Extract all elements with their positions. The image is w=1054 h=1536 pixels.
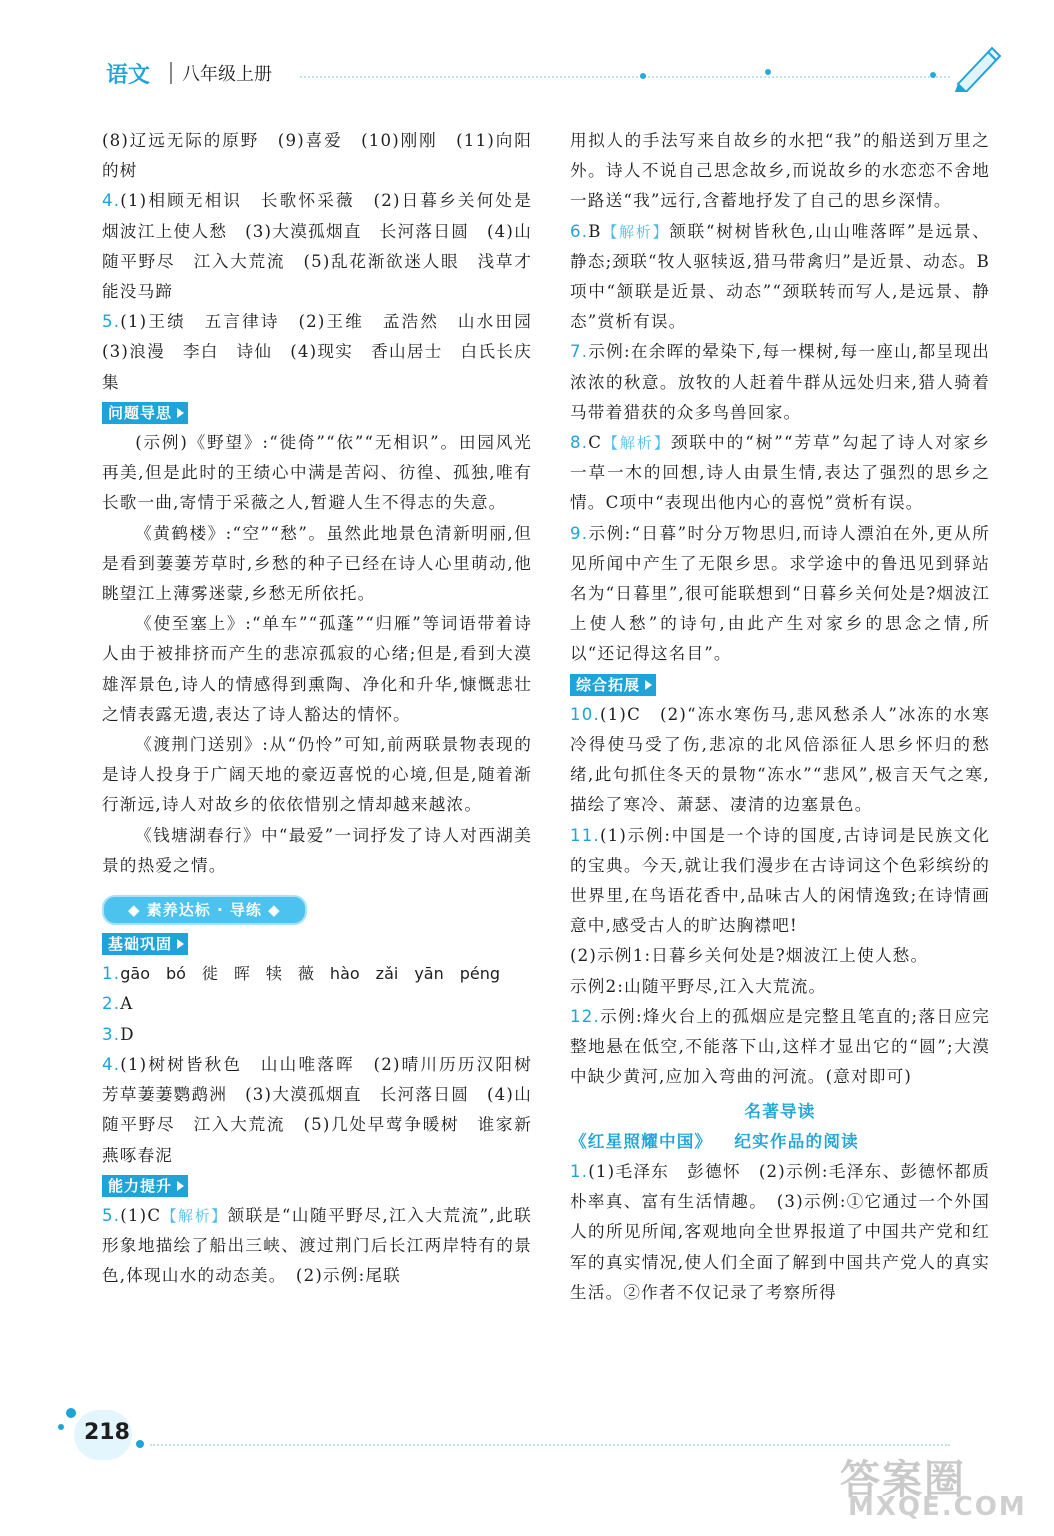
footer-dotted-line (150, 1444, 950, 1446)
paragraph: 《使至塞上》:“单车”“孤蓬”“归雁”等词语带着诗人由于被排挤而产生的悲凉孤寂的心绪;但是,看到大漠雄浑景色,诗人的情感得到熏陶、净化和升华,慷慨悲壮之情表露无遗,表达了诗人豁达的情怀。 (102, 614, 532, 724)
section-tag-zonghe: 综合拓展 (570, 674, 656, 696)
subject-title: 语文 (106, 63, 151, 88)
header-divider (170, 62, 172, 84)
header-dot (930, 72, 936, 78)
answer-5: 5.(1)王绩 五言律诗 (2)王维 孟浩然 山水田园 (3)浪漫 李白 诗仙 (4)现实 香山居士 白氏长庆集 (102, 312, 550, 392)
answer-b1: 1.gāo bó 徙 晖 犊 薇 hào zǎi yān péng (102, 964, 501, 984)
answer-b4: 4.(1)树树皆秋色 山山唯落晖 (2)晴川历历汉阳树 芳草萋萋鹦鹉洲 (3)大漠孤烟直 长河落日圆 (4)山随平野尽 江入大荒流 (5)几处早莺争暖树 谁家新燕啄春泥 (102, 1054, 550, 1165)
footer-dot (136, 1440, 144, 1448)
analysis-label: 【解析】 (161, 1206, 228, 1225)
pen-icon (946, 40, 1006, 92)
header-dot (765, 69, 771, 75)
section-tag-nengli: 能力提升 (102, 1175, 188, 1197)
answer-b5: 5.(1)C【解析】颔联是“山随平野尽,江入大荒流”,此联形象地描绘了船出三峡、渡过荆门后长江两岸特有的景色,体现山水的动态美。 (2)示例:尾联 (102, 1205, 532, 1286)
answer-10: 10.(1)C (2)“冻水寒伤马,悲风愁杀人”冰冻的水寒冷得使马受了伤,悲凉的北风倍添征人思乡怀归的愁绪,此句抓住冬天的景物“冻水”“悲风”,极言天气之寒,描绘了寒冷、萧瑟、凄清的边塞景色。 (570, 704, 990, 815)
section-title: 名著导读 (744, 1101, 816, 1121)
grade-title: 八年级上册 (182, 64, 272, 85)
answer-m1: 1.(1)毛泽东 彭德怀 (2)示例:毛泽东、彭德怀都质朴率真、富有生活情趣。 (3)示例:①它通过一个外国人的所见所闻,客观地向全世界报道了中国共产党和红军的真实情况,使人们全面了解到中国共产党人的真实生活。②作者不仅记录了考察所得 (570, 1161, 990, 1302)
page-number: 218 (84, 1420, 130, 1445)
analysis-label: 【解析】 (601, 222, 670, 241)
paragraph: 用拟人的手法写来自故乡的水把“我”的船送到万里之外。诗人不说自己思念故乡,而说故乡的水恋恋不舍地一路送“我”远行,含蓄地抒发了自己的思乡深情。 (570, 131, 990, 211)
answer-11b: (2)示例1:日暮乡关何处是?烟波江上使人愁。 (570, 946, 929, 966)
watermark: 答案圈 (840, 1457, 966, 1503)
answer-line: (8)辽远无际的原野 (9)喜爱 (10)刚刚 (11)向阳的树 (102, 131, 532, 181)
paragraph: 《黄鹤楼》:“空”“愁”。虽然此地景色清新明丽,但是看到萋萋芳草时,乡愁的种子已经在诗人心里萌动,他眺望江上薄雾迷蒙,乡愁无所依托。 (102, 523, 532, 604)
section-banner: ◆ 素养达标 · 导练 ◆ (102, 895, 307, 925)
answer-11: 11.(1)示例:中国是一个诗的国度,古诗词是民族文化的宝典。今天,就让我们漫步在古诗词这个色彩缤纷的世界里,在鸟语花香中,品味古人的闲情逸致;在诗情画意中,感受古人的旷达胸襟吧! (570, 825, 990, 936)
answer-b3: 3.D (102, 1024, 135, 1044)
analysis-label: 【解析】 (602, 434, 671, 453)
left-column (102, 126, 550, 1292)
right-column (570, 126, 990, 1308)
section-tag-jichu: 基础巩固 (102, 933, 188, 955)
answer-b2: 2.A (102, 994, 134, 1014)
footer-dot (66, 1408, 76, 1418)
page-header (0, 0, 1054, 100)
answer-4: 4.(1)相顾无相识 长歌怀采薇 (2)日暮乡关何处是 烟波江上使人愁 (3)大漠孤烟直 长河落日圆 (4)山随平野尽 江入大荒流 (5)乱花渐欲迷人眼 浅草才能没马蹄 (102, 191, 550, 302)
answer-7: 7.示例:在余晖的晕染下,每一棵树,每一座山,都呈现出浓浓的秋意。放牧的人赶着牛群从远处归来,猎人骑着马带着猎获的众多鸟兽回家。 (570, 342, 990, 422)
answer-8: 8.C【解析】颈联中的“树”“芳草”勾起了诗人对家乡一草一木的回想,诗人由景生情,表达了强烈的思乡之情。C项中“表现出他内心的喜悦”赏析有误。 (570, 433, 990, 513)
answer-6: 6.B【解析】颔联“树树皆秋色,山山唯落晖”是远景、静态;颈联“牧人驱犊返,猎马带禽归”是近景、动态。B项中“颔联是近景、动态”“颈联转而写人,是远景、静态”赏析有误。 (570, 221, 990, 332)
section-tag-wenti: 问题导思 (102, 402, 188, 424)
paragraph: (示例)《野望》:“徙倚”“依”“无相识”。田园风光再美,但是此时的王绩心中满是苦闷、彷徨、孤独,唯有长歌一曲,寄情于采薇之人,暂避人生不得志的失意。 (102, 433, 532, 513)
footer-dot (58, 1424, 64, 1430)
watermark-url: MXQE.COM (848, 1492, 1027, 1522)
answer-9: 9.示例:“日暮”时分万物思归,而诗人漂泊在外,更从所见所闻中产生了无限乡思。求学途中的鲁迅见到驿站名为“日暮里”,很可能联想到“日暮乡关何处是?烟波江上使人愁”的诗句,由此产生对家乡的思念之情,所以“还记得这名目”。 (570, 523, 990, 664)
paragraph: 《钱塘湖春行》中“最爱”一词抒发了诗人对西湖美景的热爱之情。 (102, 825, 532, 875)
paragraph: 《渡荆门送别》:从“仍怜”可知,前两联景物表现的是诗人投身于广阔天地的豪迈喜悦的心境,但是,随着渐行渐远,诗人对故乡的依依惜别之情却越来越浓。 (102, 735, 532, 815)
answer-11c: 示例2:山随平野尽,江入大荒流。 (570, 976, 827, 996)
header-dot (640, 73, 646, 79)
header-dotted-line (300, 76, 950, 78)
sub-title: 《红星照耀中国》 纪实作品的阅读 (570, 1131, 859, 1151)
answer-12: 12.示例:烽火台上的孤烟应是完整且笔直的;落日应完整地悬在低空,不能落下山,这样才显出它的“圆”;大漠中缺少黄河,应加入弯曲的河流。(意对即可) (570, 1006, 990, 1087)
